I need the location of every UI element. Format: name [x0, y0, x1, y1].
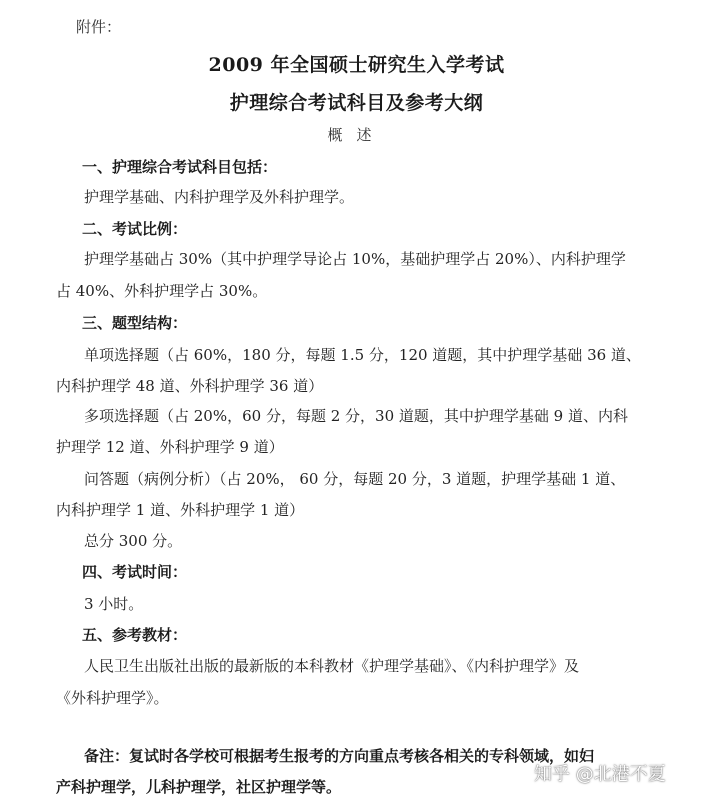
- section-text-line: 护理学基础占 30%（其中护理学导论占 10%，基础护理学占 20%）、内科护理学: [84, 250, 626, 268]
- watermark: 知乎 @北港不夏: [534, 764, 666, 785]
- section-heading: 四、考试时间：: [82, 563, 188, 581]
- section-text-line: 多项选择题（占 20%，60 分，每题 2 分，30 道题，其中护理学基础 9 道、内科: [84, 407, 628, 425]
- attachment-label: 附件：: [76, 18, 122, 36]
- section-text-line: 内科护理学 1 道、外科护理学 1 道）: [56, 501, 305, 519]
- overview-heading: 概述: [327, 126, 386, 144]
- section-heading: 三、题型结构：: [82, 314, 188, 332]
- section-text-line: 占 40%、外科护理学占 30%。: [56, 282, 268, 300]
- section-text-line: 3 小时。: [84, 595, 144, 613]
- remark-line: 产科护理学，儿科护理学，社区护理学等。: [56, 778, 342, 796]
- remark-line: 备注：复试时各学校可根据考生报考的方向重点考核各相关的专科领域，如妇: [84, 747, 595, 765]
- section-text-line: 《外科护理学》。: [56, 689, 169, 707]
- document-title: 2009 年全国硕士研究生入学考试: [208, 54, 505, 76]
- section-heading: 一、护理综合考试科目包括：: [82, 158, 278, 176]
- section-text-line: 内科护理学 48 道、外科护理学 36 道）: [56, 377, 324, 395]
- section-text-line: 护理学基础、内科护理学及外科护理学。: [84, 188, 355, 206]
- section-text-line: 问答题（病例分析）（占 20%， 60 分，每题 20 分，3 道题，护理学基础 1 道、: [84, 470, 626, 488]
- section-heading: 五、参考教材：: [82, 626, 188, 644]
- section-text-line: 护理学 12 道、外科护理学 9 道）: [56, 438, 284, 456]
- section-text-line: 总分 300 分。: [84, 532, 183, 550]
- section-text-line: 单项选择题（占 60%，180 分，每题 1.5 分，120 道题，其中护理学基础 36 道、: [84, 346, 641, 364]
- section-heading: 二、考试比例：: [82, 220, 188, 238]
- section-text-line: 人民卫生出版社出版的最新版的本科教材《护理学基础》、《内科护理学》及: [84, 657, 580, 675]
- document-subtitle: 护理综合考试科目及参考大纲: [229, 92, 484, 114]
